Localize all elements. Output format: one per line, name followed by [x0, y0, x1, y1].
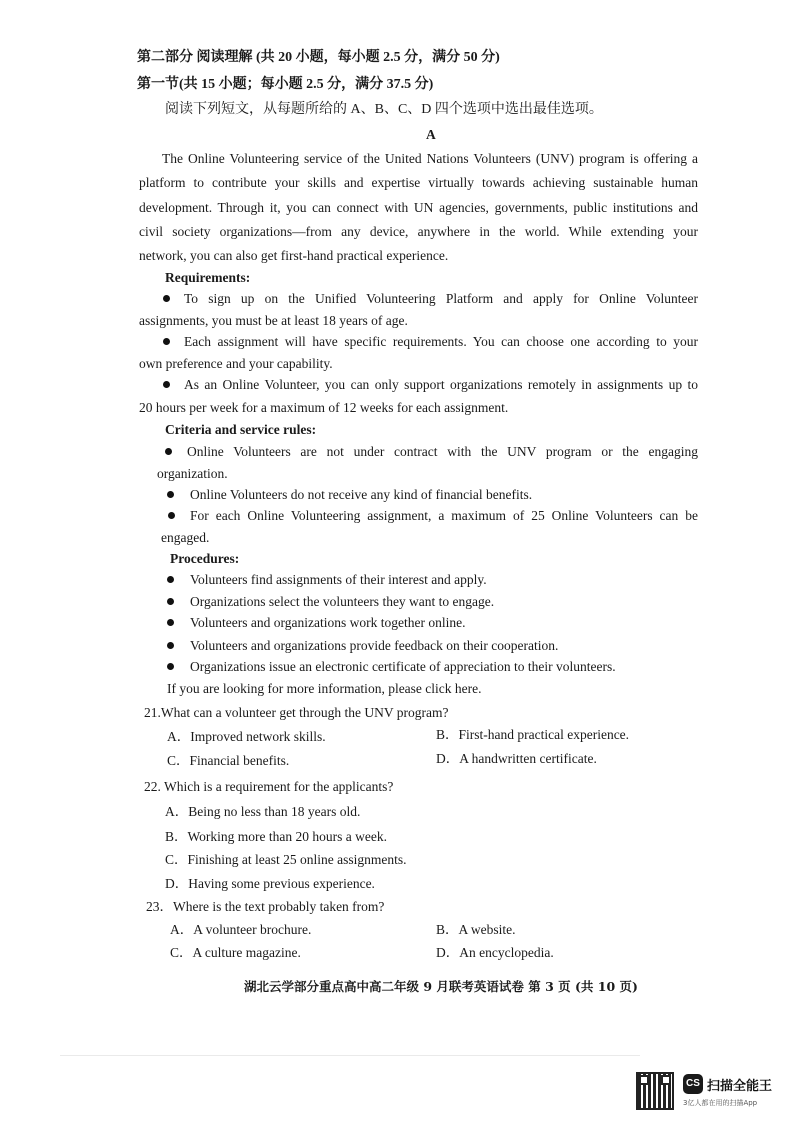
bullet-icon [167, 642, 174, 649]
requirement-item: As an Online Volunteer, you can only support organizations remotely in assignments up to [184, 377, 698, 392]
qr-code-icon [636, 1072, 674, 1110]
criteria-heading: Criteria and service rules: [165, 422, 317, 437]
procedure-item: Volunteers and organizations provide feedback on their cooperation. [190, 638, 559, 653]
passage-letter: A [426, 127, 436, 142]
option-d[interactable]: D．A handwritten certificate. [436, 751, 597, 766]
criteria-item-cont: organization. [157, 466, 228, 481]
scanner-logo: CS [683, 1074, 703, 1094]
bullet-icon [163, 381, 170, 388]
bullet-icon [165, 448, 172, 455]
intro-line: civil society organizations—from any device, anywhere in the world. While extending your [139, 224, 698, 239]
scanner-tagline: 3亿人都在用的扫描App [683, 1099, 758, 1107]
option-c[interactable]: C．Finishing at least 25 online assignments. [165, 852, 407, 867]
bullet-icon [163, 295, 170, 302]
closing-line: If you are looking for more information, please click here. [167, 681, 482, 696]
option-b[interactable]: B．Working more than 20 hours a week. [165, 829, 387, 844]
procedure-item: Volunteers and organizations work together online. [190, 615, 466, 630]
option-a[interactable]: A．A volunteer brochure. [170, 922, 312, 937]
requirement-item: Each assignment will have specific requirements. You can choose one according to your [184, 334, 698, 349]
option-d[interactable]: D．An encyclopedia. [436, 945, 554, 960]
bullet-icon [167, 598, 174, 605]
question-stem: 23．Where is the text probably taken from? [146, 899, 385, 914]
option-b[interactable]: B．First-hand practical experience. [436, 727, 630, 742]
criteria-item: Online Volunteers do not receive any kind of financial benefits. [190, 487, 533, 502]
procedure-item: Volunteers find assignments of their interest and apply. [190, 572, 487, 587]
question-stem: 22. Which is a requirement for the applicants? [144, 779, 394, 794]
intro-line: platform to contribute your skills and expertise virtually towards achieving sustainable human [139, 175, 698, 190]
requirement-item: To sign up on the Unified Volunteering Platform and apply for Online Volunteer [184, 291, 698, 306]
bullet-icon [167, 576, 174, 583]
procedure-item: Organizations issue an electronic certificate of appreciation to their volunteers. [190, 659, 616, 674]
procedures-heading: Procedures: [170, 551, 240, 566]
option-a[interactable]: A．Improved network skills. [167, 729, 326, 744]
requirements-heading: Requirements: [165, 270, 251, 285]
intro-line: development. Through it, you can connect with UN agencies, governments, public institutions and [139, 200, 698, 215]
bullet-icon [167, 663, 174, 670]
part-heading: 第二部分 阅读理解 (共 20 小题，每小题 2.5 分，满分 50 分) [137, 50, 500, 65]
option-a[interactable]: A．Being no less than 18 years old. [165, 804, 361, 819]
bullet-icon [167, 491, 174, 498]
page-footer: 湖北云学部分重点高中高二年级 9 月联考英语试卷 第 3 页 (共 10 页) [244, 979, 638, 994]
intro-line: network, you can also get first-hand practical experience. [139, 248, 449, 263]
bullet-icon [163, 338, 170, 345]
option-c[interactable]: C．A culture magazine. [170, 945, 301, 960]
intro-line: The Online Volunteering service of the United Nations Volunteers (UNV) program is offering a [162, 151, 698, 166]
criteria-item: Online Volunteers are not under contract with the UNV program or the engaging [187, 444, 698, 459]
bullet-icon [168, 512, 175, 519]
criteria-item: For each Online Volunteering assignment, a maximum of 25 Online Volunteers can be [190, 508, 698, 523]
question-stem: 21.What can a volunteer get through the UNV program? [144, 705, 449, 720]
option-b[interactable]: B．A website. [436, 922, 516, 937]
option-c[interactable]: C．Financial benefits. [167, 753, 290, 768]
procedure-item: Organizations select the volunteers they want to engage. [190, 594, 495, 609]
requirement-item-cont: 20 hours per week for a maximum of 12 weeks for each assignment. [139, 400, 509, 415]
scan-edge-divider [60, 1055, 640, 1056]
requirement-item-cont: assignments, you must be at least 18 years of age. [139, 313, 408, 328]
bullet-icon [167, 619, 174, 626]
requirement-item-cont: own preference and your capability. [139, 356, 333, 371]
scanner-name: 扫描全能王 [707, 1079, 773, 1094]
criteria-item-cont: engaged. [161, 530, 210, 545]
sub-heading: 第一节(共 15 小题；每小题 2.5 分，满分 37.5 分) [137, 77, 434, 92]
instruction: 阅读下列短文，从每题所给的 A、B、C、D 四个选项中选出最佳选项。 [165, 102, 603, 117]
option-d[interactable]: D．Having some previous experience. [165, 876, 375, 891]
